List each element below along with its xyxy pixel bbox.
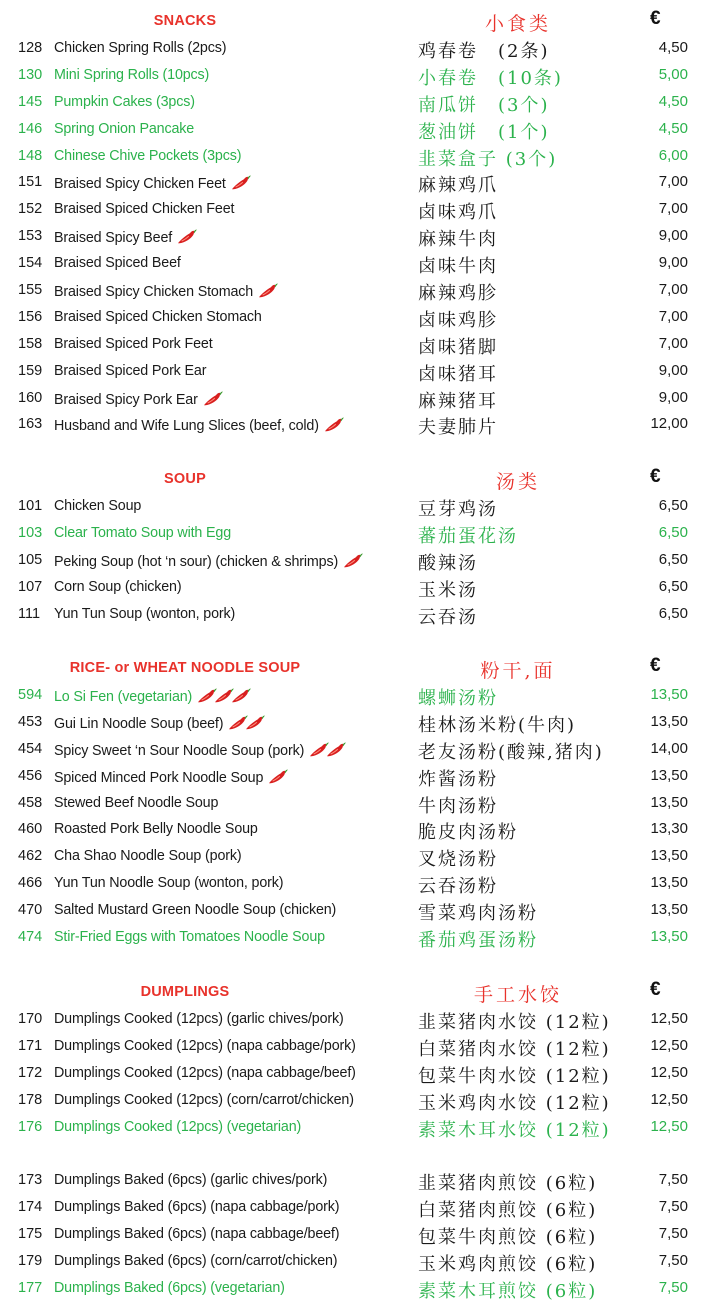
item-name-en — [54, 309, 262, 325]
item-name-cn: 卤味猪耳 — [418, 363, 498, 385]
item-number: 174 — [18, 1198, 43, 1215]
item-name-en — [54, 902, 336, 918]
item-price: 6,50 — [658, 550, 688, 568]
item-name-text: Salted Mustard Green Noodle Soup (chicken) — [54, 902, 337, 919]
menu-item — [0, 1033, 707, 1060]
item-price: 12,50 — [650, 1090, 688, 1108]
item-price: 12,00 — [650, 415, 688, 433]
item-price: 7,00 — [658, 200, 688, 218]
chili-pepper-icon — [342, 552, 364, 570]
menu-item — [0, 169, 707, 196]
menu-item — [0, 816, 707, 843]
item-name-en — [54, 390, 224, 408]
item-price: 13,50 — [650, 928, 688, 946]
item-name-text: Braised Spiced Beef — [54, 255, 181, 272]
currency-symbol: € — [650, 655, 661, 676]
chili-pepper-icon — [257, 282, 279, 300]
item-name-en — [54, 1092, 354, 1108]
item-name-cn: 麻辣鸡爪 — [418, 175, 498, 197]
item-name-text: Husband and Wife Lung Slices (beef, cold) — [54, 418, 319, 435]
item-number: 158 — [18, 335, 43, 352]
item-price: 14,00 — [650, 739, 688, 757]
item-price: 12,50 — [650, 1063, 688, 1081]
item-price: 13,50 — [650, 793, 688, 811]
menu-item — [0, 1275, 707, 1302]
chili-pepper-icon — [325, 741, 347, 759]
menu-item — [0, 520, 707, 547]
section-dumplings-cooked — [0, 979, 707, 1140]
item-name-en — [54, 1253, 337, 1269]
menu-item — [0, 601, 707, 628]
item-name-text: Pumpkin Cakes (3pcs) — [54, 93, 195, 110]
item-name-cn: 豆芽鸡汤 — [418, 499, 498, 520]
menu-item — [0, 1248, 707, 1275]
item-name-en — [54, 929, 325, 945]
item-name-cn: 麻辣牛肉 — [418, 229, 498, 251]
menu-item — [0, 1114, 707, 1141]
menu-item — [0, 924, 707, 951]
item-name-en — [54, 875, 283, 891]
item-name-en — [54, 336, 213, 352]
item-price: 12,50 — [650, 1010, 688, 1027]
item-number: 179 — [18, 1252, 43, 1269]
item-name-cn: 螺蛳汤粉 — [418, 688, 498, 709]
chili-pepper-icon — [267, 768, 289, 786]
item-name-text: Braised Spicy Chicken Feet — [54, 176, 226, 193]
item-name-text: Peking Soup (hot ‘n sour) (chicken & shrimps) — [54, 553, 339, 570]
item-name-cn: 白菜猪肉煎饺 (6粒) — [418, 1199, 598, 1221]
section-heading — [0, 655, 707, 682]
menu-item — [0, 385, 707, 412]
item-name-text: Cha Shao Noodle Soup (pork) — [54, 848, 242, 865]
item-number: 456 — [18, 767, 43, 784]
section-title-en: SNACKS — [153, 13, 217, 29]
item-name-cn: 蕃茄蛋花汤 — [418, 525, 518, 547]
section-heading — [0, 8, 707, 35]
section-title-cn: 手工水饺 — [473, 984, 562, 1006]
item-price: 6,50 — [658, 577, 688, 595]
chili-pepper-icon — [176, 228, 198, 246]
item-price: 7,50 — [658, 1224, 688, 1242]
item-number: 177 — [18, 1279, 43, 1296]
item-name-en — [54, 228, 198, 246]
item-price: 13,50 — [650, 686, 688, 703]
item-name-text: Dumplings Cooked (12pcs) (corn/carrot/chicken) — [54, 1091, 354, 1108]
item-name-cn: 云吞汤粉 — [418, 876, 498, 898]
item-name-en — [54, 498, 141, 514]
menu-item — [0, 493, 707, 520]
item-name-text: Spring Onion Pancake — [54, 120, 195, 137]
item-number: 154 — [18, 255, 43, 272]
item-name-text: Braised Spicy Chicken Stomach — [54, 284, 254, 301]
item-number: 156 — [18, 308, 43, 325]
item-price: 7,50 — [658, 1197, 688, 1215]
item-price: 9,00 — [658, 388, 688, 406]
item-name-cn: 小春卷 (10条) — [418, 67, 563, 89]
item-number: 173 — [18, 1172, 43, 1188]
item-name-en — [54, 1199, 339, 1215]
menu-item — [0, 304, 707, 331]
item-name-en — [54, 714, 266, 732]
item-price: 9,00 — [658, 361, 688, 379]
menu-item — [0, 870, 707, 897]
item-name-text: Dumplings Cooked (12pcs) (vegetarian) — [54, 1118, 302, 1135]
menu-item — [0, 358, 707, 385]
item-name-en — [54, 1011, 344, 1027]
item-name-text: Yun Tun Noodle Soup (wonton, pork) — [54, 875, 284, 892]
currency-symbol: € — [650, 466, 661, 487]
item-name-en — [54, 821, 258, 837]
item-name-en — [54, 552, 364, 570]
item-name-en — [54, 67, 209, 83]
item-price: 7,50 — [658, 1171, 688, 1188]
item-number: 145 — [18, 93, 43, 110]
menu-item — [0, 89, 707, 116]
item-name-text: Dumplings Baked (6pcs) (garlic chives/pork) — [54, 1172, 328, 1188]
chili-pepper-icon — [230, 687, 252, 705]
item-name-text: Braised Spicy Pork Ear — [54, 391, 198, 408]
item-name-text: Braised Spiced Chicken Stomach — [54, 308, 262, 325]
item-number: 101 — [18, 498, 43, 514]
item-number: 175 — [18, 1225, 43, 1242]
item-price: 13,50 — [650, 847, 688, 865]
item-name-en — [54, 848, 242, 864]
item-name-text: Braised Spicy Beef — [54, 230, 173, 247]
item-name-cn: 麻辣鸡胗 — [418, 283, 498, 305]
item-number: 458 — [18, 794, 43, 811]
item-price: 13,50 — [650, 874, 688, 892]
item-name-en — [54, 201, 234, 217]
chili-pepper-icon — [323, 416, 345, 434]
menu-item — [0, 277, 707, 304]
item-price: 13,50 — [650, 901, 688, 919]
section-title-en: SOUP — [164, 471, 206, 487]
menu-item — [0, 763, 707, 790]
item-name-cn: 玉米鸡肉煎饺 (6粒) — [418, 1253, 598, 1275]
item-name-en — [54, 1226, 339, 1242]
chili-pepper-icon — [244, 714, 266, 732]
item-price: 6,50 — [658, 604, 688, 622]
item-name-en — [54, 282, 279, 300]
item-number: 146 — [18, 120, 43, 137]
item-price: 13,50 — [650, 712, 688, 730]
item-name-cn: 卤味猪脚 — [418, 336, 498, 358]
item-number: 155 — [18, 282, 43, 299]
chili-pepper-icon — [230, 174, 252, 192]
section-snacks — [0, 8, 707, 438]
item-name-cn: 夫妻肺片 — [418, 417, 498, 439]
menu-item — [0, 411, 707, 438]
item-price: 6,00 — [658, 146, 688, 164]
section-dumplings-baked — [0, 1167, 707, 1301]
item-name-en — [54, 1038, 356, 1054]
item-name-text: Lo Si Fen (vegetarian) — [54, 689, 193, 705]
item-price: 7,00 — [658, 281, 688, 299]
item-name-text: Mini Spring Rolls (10pcs) — [54, 66, 210, 83]
item-name-en — [54, 1065, 356, 1081]
menu-item — [0, 223, 707, 250]
section-heading — [0, 979, 707, 1006]
item-name-en — [54, 148, 241, 164]
item-name-text: Gui Lin Noodle Soup (beef) — [54, 715, 224, 732]
menu-item — [0, 709, 707, 736]
item-name-cn: 卤味鸡胗 — [418, 309, 498, 331]
menu-item — [0, 736, 707, 763]
menu-item — [0, 35, 707, 62]
item-name-en — [54, 255, 181, 271]
item-name-en — [54, 525, 231, 541]
menu-item — [0, 1087, 707, 1114]
item-number: 111 — [18, 605, 41, 622]
item-name-cn: 叉烧汤粉 — [418, 849, 498, 871]
item-name-text: Yun Tun Soup (wonton, pork) — [54, 605, 236, 622]
section-heading — [0, 466, 707, 493]
item-number: 151 — [18, 174, 43, 191]
item-name-text: Chinese Chive Pockets (3pcs) — [54, 147, 242, 164]
item-name-cn: 包菜牛肉煎饺 (6粒) — [418, 1226, 598, 1248]
item-price: 13,50 — [650, 766, 688, 784]
item-name-text: Chicken Spring Rolls (2pcs) — [54, 40, 227, 56]
item-number: 462 — [18, 848, 43, 865]
item-price: 12,50 — [650, 1036, 688, 1054]
item-name-text: Dumplings Baked (6pcs) (vegetarian) — [54, 1279, 285, 1296]
menu-item — [0, 1006, 707, 1033]
item-name-text: Stir-Fried Eggs with Tomatoes Noodle Soup — [54, 929, 325, 946]
item-price: 13,30 — [650, 820, 688, 838]
menu-item — [0, 196, 707, 223]
item-name-cn: 韭菜盒子 (3个) — [418, 148, 558, 170]
item-number: 160 — [18, 389, 43, 406]
item-price: 6,50 — [658, 497, 688, 514]
item-price: 7,00 — [658, 173, 688, 191]
item-price: 9,00 — [658, 227, 688, 245]
item-name-text: Spicy Sweet ‘n Sour Noodle Soup (pork) — [54, 742, 305, 759]
item-name-cn: 炸酱汤粉 — [418, 768, 498, 790]
item-name-cn: 玉米汤 — [418, 579, 478, 601]
item-number: 153 — [18, 228, 43, 245]
item-name-text: Dumplings Cooked (12pcs) (napa cabbage/beef) — [54, 1064, 356, 1081]
menu-item — [0, 331, 707, 358]
item-name-text: Corn Soup (chicken) — [54, 578, 182, 595]
item-number: 594 — [18, 687, 43, 703]
item-name-en — [54, 40, 226, 56]
item-name-text: Braised Spiced Chicken Feet — [54, 201, 235, 218]
item-name-cn: 牛肉汤粉 — [418, 795, 498, 817]
menu-item — [0, 574, 707, 601]
item-name-cn: 玉米鸡肉水饺 (12粒) — [418, 1092, 611, 1114]
item-name-text: Braised Spiced Pork Ear — [54, 362, 207, 379]
item-name-en — [54, 606, 235, 622]
item-price: 5,00 — [658, 65, 688, 83]
item-number: 170 — [18, 1011, 43, 1027]
item-number: 105 — [18, 551, 43, 568]
item-name-en — [54, 687, 252, 705]
item-number: 148 — [18, 147, 43, 164]
item-name-cn: 韭菜猪肉煎饺 (6粒) — [418, 1173, 598, 1194]
item-number: 172 — [18, 1064, 43, 1081]
item-name-en — [54, 579, 181, 595]
section-soup — [0, 466, 707, 627]
section-title-cn: 小食类 — [484, 13, 551, 35]
item-name-cn: 韭菜猪肉水饺 (12粒) — [418, 1012, 611, 1033]
item-price: 7,00 — [658, 307, 688, 325]
item-number: 453 — [18, 713, 43, 730]
item-price: 4,50 — [658, 119, 688, 137]
item-name-cn: 鸡春卷 (2条) — [418, 41, 550, 62]
item-number: 103 — [18, 524, 43, 541]
item-name-text: Dumplings Baked (6pcs) (corn/carrot/chicken) — [54, 1252, 338, 1269]
item-name-text: Chicken Soup — [54, 498, 142, 514]
menu-item — [0, 682, 707, 709]
item-name-cn: 包菜牛肉水饺 (12粒) — [418, 1065, 611, 1087]
menu-item — [0, 897, 707, 924]
item-price: 4,50 — [658, 92, 688, 110]
item-name-cn: 老友汤粉(酸辣,猪肉) — [418, 741, 604, 763]
menu-item — [0, 143, 707, 170]
item-name-en — [54, 94, 195, 110]
item-number: 176 — [18, 1118, 43, 1135]
item-name-cn: 麻辣猪耳 — [418, 390, 498, 412]
section-title-cn: 汤类 — [495, 471, 540, 493]
section-title-en: RICE- or WHEAT NOODLE SOUP — [69, 660, 301, 676]
item-name-cn: 雪菜鸡肉汤粉 — [418, 903, 538, 925]
menu-item — [0, 1167, 707, 1194]
item-name-text: Dumplings Baked (6pcs) (napa cabbage/beef) — [54, 1225, 340, 1242]
item-number: 470 — [18, 902, 43, 919]
item-name-en — [54, 174, 252, 192]
item-name-cn: 番茄鸡蛋汤粉 — [418, 930, 538, 952]
item-number: 159 — [18, 362, 43, 379]
item-name-cn: 卤味鸡爪 — [418, 202, 498, 224]
item-name-en — [54, 1172, 327, 1188]
item-name-cn: 葱油饼 (1个) — [418, 121, 550, 143]
menu-item — [0, 790, 707, 817]
section-noodle-soup — [0, 655, 707, 951]
item-price: 4,50 — [658, 39, 688, 56]
item-price: 7,50 — [658, 1278, 688, 1296]
item-number: 152 — [18, 201, 43, 218]
menu-item — [0, 547, 707, 574]
item-price: 12,50 — [650, 1117, 688, 1135]
menu-item — [0, 843, 707, 870]
item-name-cn: 素菜木耳煎饺 (6粒) — [418, 1280, 598, 1302]
section-title-en: DUMPLINGS — [140, 984, 230, 1000]
menu-item — [0, 62, 707, 89]
item-name-cn: 云吞汤 — [418, 606, 478, 628]
item-number: 107 — [18, 578, 43, 595]
menu-item — [0, 1060, 707, 1087]
item-name-cn: 南瓜饼 (3个) — [418, 94, 550, 116]
menu-item — [0, 250, 707, 277]
item-number: 466 — [18, 875, 43, 892]
item-number: 171 — [18, 1037, 43, 1054]
item-name-text: Dumplings Cooked (12pcs) (garlic chives/pork) — [54, 1011, 344, 1027]
item-name-text: Stewed Beef Noodle Soup — [54, 794, 219, 811]
item-name-en — [54, 416, 345, 434]
item-name-cn: 卤味牛肉 — [418, 256, 498, 278]
menu-item — [0, 1221, 707, 1248]
item-number: 460 — [18, 821, 43, 838]
item-number: 474 — [18, 929, 43, 946]
item-name-text: Spiced Minced Pork Noodle Soup — [54, 769, 264, 786]
item-name-en — [54, 1280, 285, 1296]
section-title-cn: 粉干,面 — [480, 660, 556, 682]
item-number: 128 — [18, 40, 43, 56]
item-name-cn: 脆皮肉汤粉 — [418, 822, 518, 844]
item-price: 6,50 — [658, 523, 688, 541]
item-name-cn: 白菜猪肉水饺 (12粒) — [418, 1038, 611, 1060]
item-name-en — [54, 363, 206, 379]
menu-item — [0, 1194, 707, 1221]
item-name-text: Clear Tomato Soup with Egg — [54, 524, 232, 541]
item-name-text: Dumplings Cooked (12pcs) (napa cabbage/pork) — [54, 1037, 356, 1054]
item-name-text: Braised Spiced Pork Feet — [54, 335, 213, 352]
item-name-en — [54, 1119, 301, 1135]
item-number: 454 — [18, 740, 43, 757]
item-name-cn: 酸辣汤 — [418, 552, 478, 574]
item-name-en — [54, 768, 289, 786]
item-price: 9,00 — [658, 254, 688, 272]
currency-symbol: € — [650, 979, 661, 1000]
item-number: 163 — [18, 416, 43, 433]
item-name-en — [54, 741, 347, 759]
item-price: 7,00 — [658, 334, 688, 352]
item-name-text: Roasted Pork Belly Noodle Soup — [54, 821, 258, 838]
item-name-cn: 素菜木耳水饺 (12粒) — [418, 1119, 611, 1141]
currency-symbol: € — [650, 8, 661, 29]
chili-pepper-icon — [202, 390, 224, 408]
item-name-cn: 桂林汤米粉(牛肉) — [418, 714, 577, 736]
menu-item — [0, 116, 707, 143]
item-name-en — [54, 121, 194, 137]
item-name-text: Dumplings Baked (6pcs) (napa cabbage/pork) — [54, 1198, 340, 1215]
item-number: 178 — [18, 1091, 43, 1108]
item-number: 130 — [18, 66, 43, 83]
item-price: 7,50 — [658, 1251, 688, 1269]
item-name-en — [54, 795, 218, 811]
